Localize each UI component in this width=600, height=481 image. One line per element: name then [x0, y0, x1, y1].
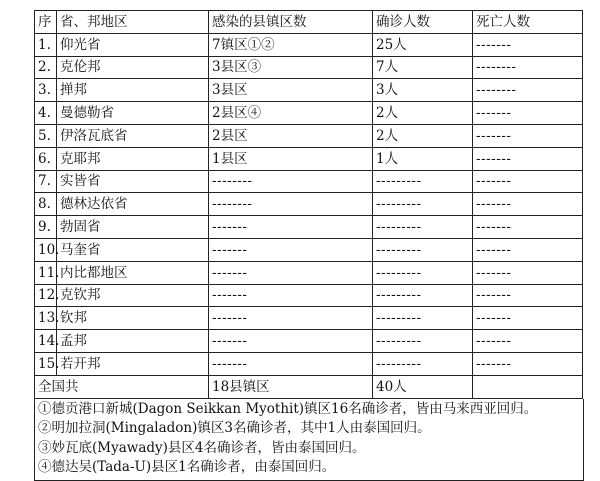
row-number: 8. [35, 193, 57, 216]
county-count: 3县区③ [209, 56, 373, 79]
case-count: --------- [373, 261, 473, 284]
region-name: 伊洛瓦底省 [57, 124, 209, 147]
row-number: 15. [35, 352, 57, 375]
death-count: ------- [473, 193, 583, 216]
table-row [35, 330, 583, 353]
county-count: -------- [209, 170, 373, 193]
footnote-4: ④德达吴(Tada-U)县区1名确诊者，由泰国回归。 [38, 459, 336, 476]
county-count: ------- [209, 307, 373, 330]
header-region: 省、邦地区 [57, 11, 209, 34]
death-count: ------- [473, 124, 583, 147]
case-count: 25人 [373, 33, 473, 56]
case-count: --------- [373, 330, 473, 353]
table-row [35, 33, 583, 56]
table-row [35, 193, 583, 216]
county-count: 1县区 [209, 147, 373, 170]
death-count: ------- [473, 238, 583, 261]
county-count: ------- [209, 238, 373, 261]
county-count: ------- [209, 284, 373, 307]
row-number: 11. [35, 261, 57, 284]
table-row [35, 147, 583, 170]
row-number: 10. [35, 238, 57, 261]
row-number: 1. [35, 33, 57, 56]
case-count: --------- [373, 238, 473, 261]
header-deaths: 死亡人数 [473, 11, 583, 34]
header-counties: 感染的县镇区数 [209, 11, 373, 34]
region-name: 克钦邦 [57, 284, 209, 307]
case-count: --------- [373, 352, 473, 375]
total-label: 全国共 [35, 375, 209, 398]
row-number: 7. [35, 170, 57, 193]
region-name: 马奎省 [57, 238, 209, 261]
region-name: 德林达依省 [57, 193, 209, 216]
death-count: ------- [473, 352, 583, 375]
death-count: ------- [473, 330, 583, 353]
county-count: ------- [209, 352, 373, 375]
footnote-1: ①德贡港口新城(Dagon Seikkan Myothit)镇区16名确诊者，皆由马来西亚回归。 [38, 400, 538, 417]
total-cases: 40人 [373, 375, 473, 398]
region-name: 曼德勒省 [57, 102, 209, 125]
covid-stats-document [34, 10, 582, 481]
table-row [35, 79, 583, 102]
case-count: 3人 [373, 79, 473, 102]
death-count: -------- [473, 79, 583, 102]
death-count: ------- [473, 307, 583, 330]
total-counties: 18县镇区 [209, 375, 373, 398]
region-name: 孟邦 [57, 330, 209, 353]
case-count: --------- [373, 193, 473, 216]
county-count: ------- [209, 216, 373, 239]
death-count: ------- [473, 102, 583, 125]
region-name: 勃固省 [57, 216, 209, 239]
case-count: --------- [373, 170, 473, 193]
footnotes [34, 399, 584, 481]
county-count: 2县区 [209, 124, 373, 147]
case-count: --------- [373, 216, 473, 239]
row-number: 9. [35, 216, 57, 239]
header-row [35, 11, 583, 34]
footnote-3: ③妙瓦底(Myawady)县区4名确诊者，皆由泰国回归。 [38, 439, 366, 456]
regional-cases-table [34, 10, 583, 399]
county-count: ------- [209, 330, 373, 353]
death-count: ------- [473, 170, 583, 193]
death-count: ------- [473, 33, 583, 56]
row-number: 4. [35, 102, 57, 125]
case-count: 1人 [373, 147, 473, 170]
row-number: 14. [35, 330, 57, 353]
table-row [35, 307, 583, 330]
case-count: --------- [373, 284, 473, 307]
row-number: 6. [35, 147, 57, 170]
row-number: 12. [35, 284, 57, 307]
case-count: 2人 [373, 102, 473, 125]
table-row [35, 216, 583, 239]
row-number: 5. [35, 124, 57, 147]
row-number: 3. [35, 79, 57, 102]
county-count: ------- [209, 261, 373, 284]
total-row [35, 375, 583, 398]
table-row [35, 102, 583, 125]
header-cases: 确诊人数 [373, 11, 473, 34]
region-name: 克伦邦 [57, 56, 209, 79]
table-row [35, 170, 583, 193]
region-name: 钦邦 [57, 307, 209, 330]
region-name: 克耶邦 [57, 147, 209, 170]
region-name: 仰光省 [57, 33, 209, 56]
case-count: --------- [373, 307, 473, 330]
table-row [35, 124, 583, 147]
death-count: ------- [473, 216, 583, 239]
table-row [35, 352, 583, 375]
table-row [35, 56, 583, 79]
case-count: 7人 [373, 56, 473, 79]
region-name: 掸邦 [57, 79, 209, 102]
footnote-2: ②明加拉洞(Mingaladon)镇区3名确诊者，其中1人由泰国回归。 [38, 420, 431, 437]
county-count: 2县区④ [209, 102, 373, 125]
county-count: 3县区 [209, 79, 373, 102]
death-count: ------- [473, 284, 583, 307]
region-name: 若开邦 [57, 352, 209, 375]
header-index: 序 [35, 11, 57, 34]
death-count: -------- [473, 56, 583, 79]
death-count: ------- [473, 147, 583, 170]
table-row [35, 284, 583, 307]
county-count: -------- [209, 193, 373, 216]
county-count: 7镇区①② [209, 33, 373, 56]
region-name: 内比都地区 [57, 261, 209, 284]
row-number: 13. [35, 307, 57, 330]
table-row [35, 261, 583, 284]
row-number: 2. [35, 56, 57, 79]
region-name: 实皆省 [57, 170, 209, 193]
total-deaths [473, 375, 583, 398]
case-count: 2人 [373, 124, 473, 147]
death-count: ------- [473, 261, 583, 284]
table-row [35, 238, 583, 261]
